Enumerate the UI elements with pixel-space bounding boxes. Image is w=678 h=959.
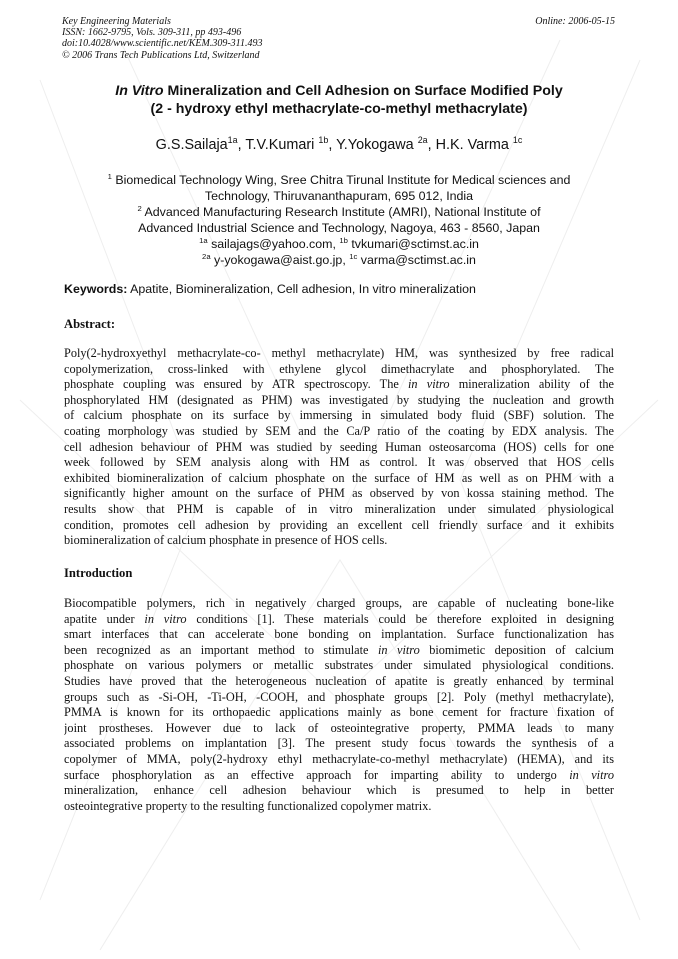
abstract-line: significantly higher amount on the surface of PHM as observed by von kossa staining method. The bbox=[64, 486, 614, 501]
abstract-line: week followed by SEM analysis along with HM as control. It was observed that HOS cells bbox=[64, 455, 614, 470]
abstract-line: biomineralization of calcium phosphate in presence of HOS cells. bbox=[64, 533, 388, 548]
keywords-text: Apatite, Biomineralization, Cell adhesion, In vitro mineralization bbox=[127, 282, 476, 296]
email-link[interactable]: y-yokogawa@aist.go.jp, bbox=[210, 253, 350, 267]
copyright-line: © 2006 Trans Tech Publications Ltd, Switzerland bbox=[62, 49, 260, 61]
abstract-text: phosphate coupling was ensured by ATR spectroscopy. The bbox=[64, 377, 408, 392]
intro-line: mineralization, enhance cell adhesion behaviour which is presumed to help in better bbox=[64, 783, 614, 798]
abstract-line bbox=[64, 377, 614, 393]
intro-line: PMMA is known for its orthopaedic applications mainly as bone cement for fracture fixation of bbox=[64, 705, 614, 720]
abstract-line: results show that PHM is capable of in vitro mineralization under simulated physiological bbox=[64, 501, 614, 516]
title-italic: In Vitro bbox=[115, 83, 164, 99]
affil-1-line1: Biomedical Technology Wing, Sree Chitra Tirunal Institute for Medical sciences and bbox=[111, 173, 571, 187]
intro-line: smart interfaces that can accelerate bone bonding on implantation. Surface functionalization has bbox=[64, 627, 614, 642]
abstract-body bbox=[64, 346, 614, 549]
paper-title bbox=[40, 82, 638, 118]
intro-text: biomimetic deposition of calcium bbox=[419, 642, 614, 657]
abstract-line: condition, promotes cell adhesion by providing an excellent cell friendly surface and it exhibits bbox=[64, 517, 614, 532]
intro-line: Biocompatible polymers, rich in negatively charged groups, are capable of nucleating bone-like bbox=[64, 596, 614, 610]
author-name: T.V.Kumari bbox=[245, 137, 319, 153]
intro-line: groups such as -Si-OH, -Ti-OH, -COOH, and phosphate groups [2]. Poly (methyl methacrylate), bbox=[64, 689, 614, 704]
keywords-line bbox=[64, 281, 624, 297]
introduction-body bbox=[64, 596, 614, 814]
email-link[interactable]: tvkumari@sctimst.ac.in bbox=[347, 237, 479, 251]
abstract-line: exhibited biomineralization of calcium phosphate on the surface of HM as well as on PHM with a bbox=[64, 470, 614, 485]
intro-line: Studies have proved that the heterogeneous nucleation of apatite is greatly enhanced by terminal bbox=[64, 673, 614, 688]
intro-text: conditions [1]. These materials could be therefore exploited in designing bbox=[186, 611, 614, 626]
intro-line bbox=[64, 643, 614, 659]
affil-sup: 2 bbox=[137, 203, 142, 213]
abstract-italic: in vitro bbox=[407, 377, 450, 392]
intro-line: joint prostheses. However due to lack of osteointegrative property, PMMA leads to many bbox=[64, 720, 614, 735]
email-link[interactable]: sailajags@yahoo.com, bbox=[207, 237, 340, 251]
author-name: Y.Yokogawa bbox=[336, 137, 418, 153]
online-date: Online: 2006-05-15 bbox=[535, 16, 615, 27]
affil-2-line2: Advanced Industrial Science and Technology, Nagoya, 463 - 8560, Japan bbox=[138, 221, 540, 235]
intro-line: copolymer of MMA, poly(2-hydroxy ethyl methacrylate-co-methyl methacrylate) (HEMA), and its bbox=[64, 751, 614, 766]
email-sup: 1b bbox=[339, 235, 348, 245]
intro-line: phosphate on various polymers or metallic substrates under simulated physiological conditions. bbox=[64, 658, 614, 673]
intro-line bbox=[64, 612, 614, 628]
abstract-line: Poly(2-hydroxyethyl methacrylate-co- methyl methacrylate) HM, was synthesized by free radical bbox=[64, 346, 614, 360]
keywords-label: Keywords: bbox=[64, 282, 128, 296]
intro-text: surface phosphorylation as an effective approach for imparting ability to undergo bbox=[64, 767, 570, 782]
journal-header bbox=[62, 16, 262, 61]
author-separator: , bbox=[427, 137, 436, 153]
author-name: H.K. Varma bbox=[435, 137, 513, 153]
affiliations bbox=[40, 172, 638, 268]
abstract-text: mineralization ability of the bbox=[449, 377, 614, 392]
intro-text: apatite under bbox=[64, 611, 145, 626]
author-sup: 1b bbox=[318, 135, 329, 146]
journal-name: Key Engineering Materials bbox=[62, 16, 171, 27]
doi-line: doi:10.4028/www.scientific.net/KEM.309-311.493 bbox=[62, 38, 263, 50]
intro-italic: in vitro bbox=[569, 767, 614, 782]
abstract-line: coating morphology was studied by SEM and the Ca/P ratio of the coating by EDX analysis. The bbox=[64, 423, 614, 438]
affil-2-line1: Advanced Manufacturing Research Institute (AMRI), National Institute of bbox=[141, 205, 541, 219]
affil-sup: 1 bbox=[107, 171, 112, 181]
introduction-heading: Introduction bbox=[64, 566, 133, 580]
abstract-line: phosphorylated HM (designated as PHM) was investigated by studying the nucleation and growth bbox=[64, 392, 614, 407]
affil-1-line2: Technology, Thiruvananthapuram, 695 012, India bbox=[204, 189, 474, 203]
email-sup: 2a bbox=[202, 251, 211, 261]
abstract-line: copolymerization, cross-linked with ethylene glycol dimethacrylate and phosphorylated. The bbox=[64, 361, 614, 376]
intro-line bbox=[64, 768, 614, 784]
author-list bbox=[40, 136, 638, 154]
intro-line: osteointegrative property to the resulting functionalized copolymer matrix. bbox=[64, 798, 432, 813]
author-sup: 2a bbox=[417, 135, 428, 146]
issn-line: ISSN: 1662-9795, Vols. 309-311, pp 493-496 bbox=[62, 27, 242, 39]
intro-italic: in vitro bbox=[377, 642, 420, 657]
email-link[interactable]: varma@sctimst.ac.in bbox=[357, 253, 476, 267]
title-line2: (2 - hydroxy ethyl methacrylate-co-methyl methacrylate) bbox=[150, 101, 528, 117]
intro-text: been recognized as an important method to stimulate bbox=[64, 642, 378, 657]
intro-line: associated problems on implantation [3]. The present study focus towards the synthesis of a bbox=[64, 736, 614, 751]
author-name: G.S.Sailaja bbox=[155, 137, 228, 153]
abstract-line: cell adhesion behaviour of PHM was studied by seeding Human osteosarcoma (HOS) cells for one bbox=[64, 439, 614, 454]
author-sup: 1c bbox=[512, 135, 523, 146]
author-separator: , bbox=[237, 137, 246, 153]
email-sup: 1a bbox=[199, 235, 208, 245]
abstract-line: of calcium phosphate on its surface by immersing in simulated body fluid (SBF) solution. The bbox=[64, 408, 614, 423]
title-line1: Mineralization and Cell Adhesion on Surface Modified Poly bbox=[163, 83, 563, 99]
author-sup: 1a bbox=[227, 135, 238, 146]
author-separator: , bbox=[328, 137, 337, 153]
intro-italic: in vitro bbox=[144, 611, 187, 626]
email-sup: 1c bbox=[349, 251, 358, 261]
abstract-heading: Abstract: bbox=[64, 317, 116, 331]
